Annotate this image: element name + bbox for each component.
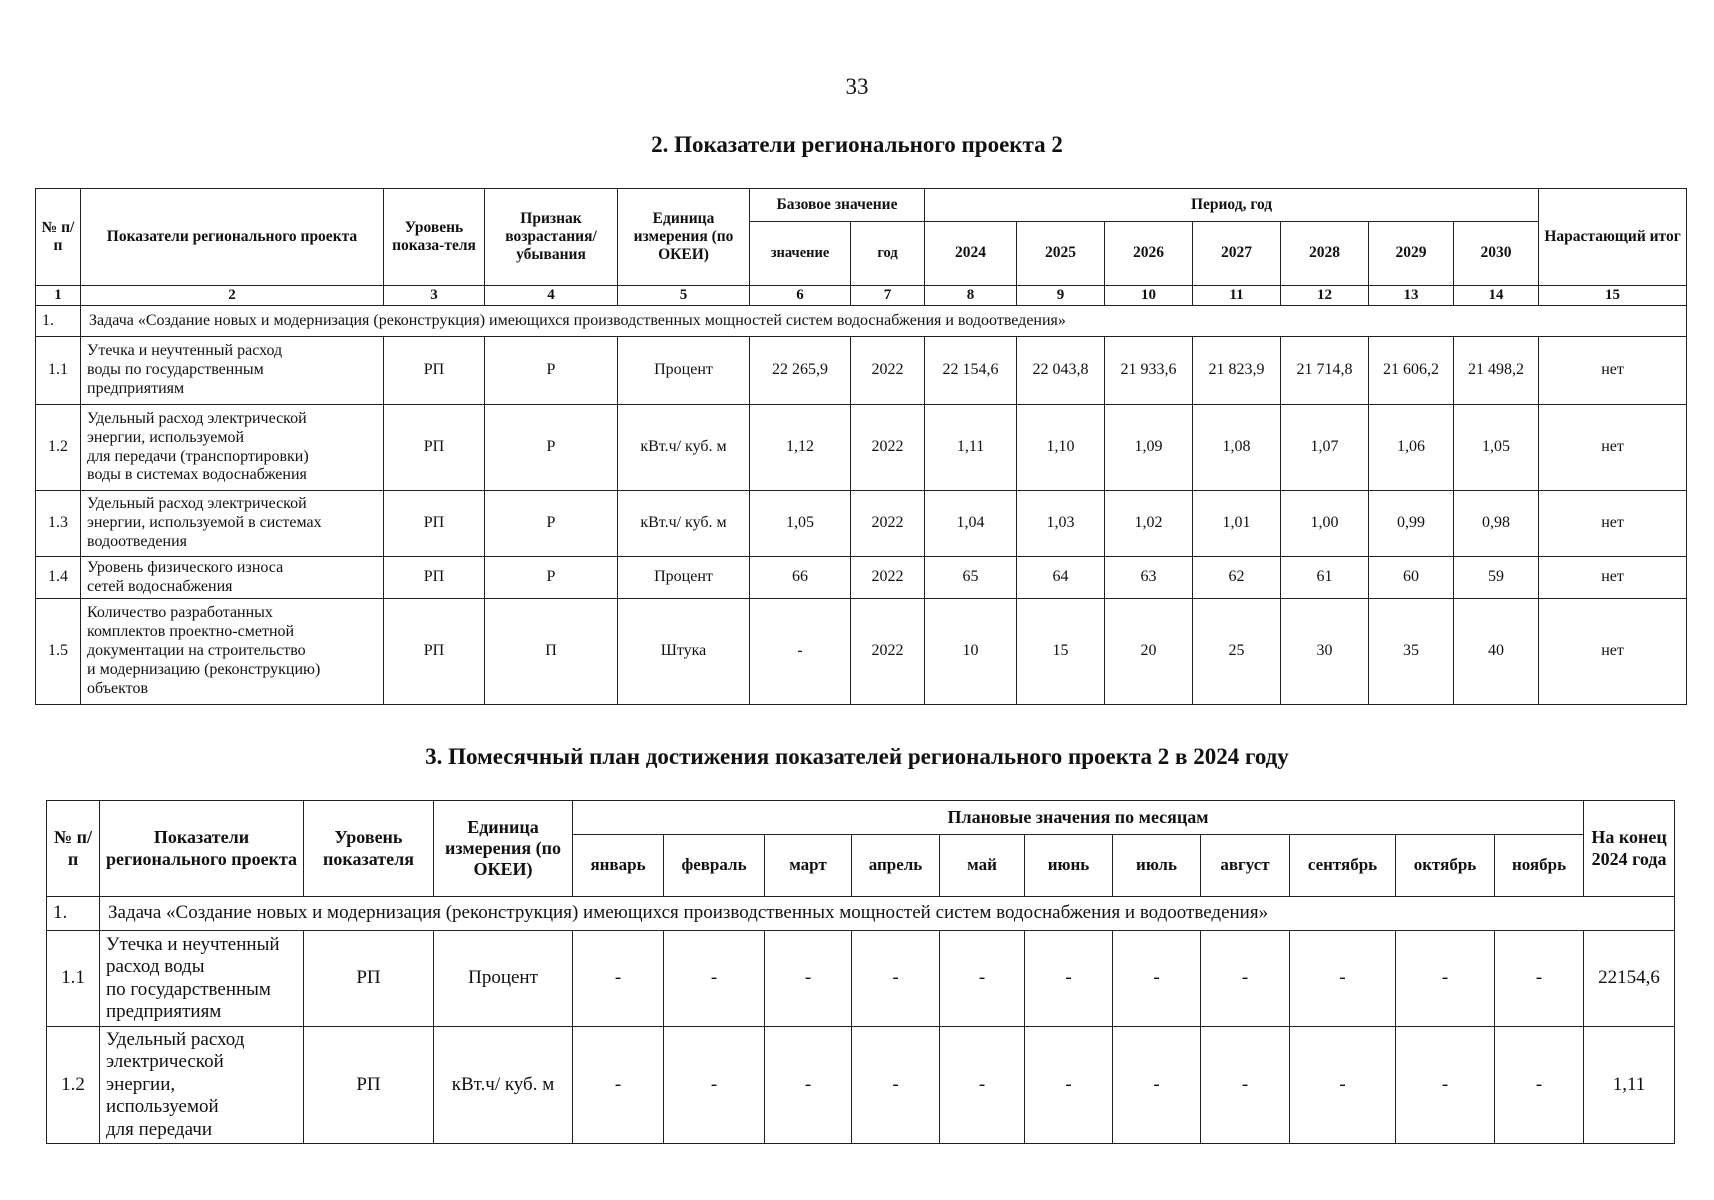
year-value-cell: 1,01 <box>1193 491 1281 557</box>
header-num: № п/п <box>47 801 100 897</box>
end-year-cell: 1,11 <box>1584 1027 1675 1144</box>
year-value-cell: 0,99 <box>1369 491 1454 557</box>
row-number: 1.5 <box>36 599 81 705</box>
indicators-table <box>35 188 1687 705</box>
year-value-cell: 10 <box>925 599 1017 705</box>
year-value-cell: 1,00 <box>1281 491 1369 557</box>
base-year-cell: 2022 <box>851 337 925 405</box>
base-value-cell: 22 265,9 <box>750 337 851 405</box>
task-number: 1. <box>47 897 100 931</box>
header-month: июль <box>1113 835 1201 897</box>
indicator-name: Утечка и неучтенный расход воды по государственным предприятиям <box>81 337 384 405</box>
month-value-cell: - <box>852 1027 940 1144</box>
base-year-cell: 2022 <box>851 491 925 557</box>
header-indicator: Показатели регионального проекта <box>81 189 384 286</box>
table-row <box>36 557 1687 599</box>
sign-cell: Р <box>485 337 618 405</box>
year-value-cell: 1,06 <box>1369 405 1454 491</box>
year-value-cell: 20 <box>1105 599 1193 705</box>
unit-cell: кВт.ч/ куб. м <box>618 405 750 491</box>
header-year: 2025 <box>1017 222 1105 286</box>
sign-cell: Р <box>485 405 618 491</box>
section2-title: 2. Показатели регионального проекта 2 <box>651 132 1063 157</box>
level-cell: РП <box>384 557 485 599</box>
month-value-cell: - <box>1025 1027 1113 1144</box>
header-year: 2027 <box>1193 222 1281 286</box>
header-indicator: Показатели регионального проекта <box>100 801 304 897</box>
month-value-cell: - <box>1201 931 1290 1027</box>
cumulative-cell: нет <box>1539 599 1687 705</box>
year-value-cell: 1,02 <box>1105 491 1193 557</box>
level-cell: РП <box>384 405 485 491</box>
month-value-cell: - <box>573 1027 664 1144</box>
month-value-cell: - <box>1495 1027 1584 1144</box>
table-row <box>47 1027 1675 1144</box>
year-value-cell: 1,05 <box>1454 405 1539 491</box>
column-number: 8 <box>925 286 1017 306</box>
row-number: 1.3 <box>36 491 81 557</box>
table-row <box>36 599 1687 705</box>
base-value-cell: - <box>750 599 851 705</box>
header-month: сентябрь <box>1290 835 1396 897</box>
unit-cell: Процент <box>618 337 750 405</box>
year-value-cell: 61 <box>1281 557 1369 599</box>
header-year: 2026 <box>1105 222 1193 286</box>
unit-cell: кВт.ч/ куб. м <box>618 491 750 557</box>
year-value-cell: 35 <box>1369 599 1454 705</box>
column-number: 11 <box>1193 286 1281 306</box>
column-number: 13 <box>1369 286 1454 306</box>
task-description: Задача «Создание новых и модернизация (реконструкция) имеющихся производственных мощностей систем водоснабжения и водоотведения» <box>81 306 1687 337</box>
year-value-cell: 1,09 <box>1105 405 1193 491</box>
section3-title: 3. Помесячный план достижения показателей регионального проекта 2 в 2024 году <box>425 744 1289 769</box>
month-value-cell: - <box>852 931 940 1027</box>
header-level: Уровень показа-теля <box>384 189 485 286</box>
year-value-cell: 40 <box>1454 599 1539 705</box>
page-number: 33 <box>845 74 869 99</box>
unit-cell: Штука <box>618 599 750 705</box>
month-value-cell: - <box>1396 931 1495 1027</box>
column-number: 10 <box>1105 286 1193 306</box>
header-month: август <box>1201 835 1290 897</box>
table-row <box>36 491 1687 557</box>
header-month: ноябрь <box>1495 835 1584 897</box>
month-value-cell: - <box>1025 931 1113 1027</box>
year-value-cell: 65 <box>925 557 1017 599</box>
column-number: 7 <box>851 286 925 306</box>
base-value-cell: 1,12 <box>750 405 851 491</box>
header-month: февраль <box>664 835 765 897</box>
header-month: март <box>765 835 852 897</box>
year-value-cell: 63 <box>1105 557 1193 599</box>
header-cumulative: Нарастающий итог <box>1539 189 1687 286</box>
year-value-cell: 15 <box>1017 599 1105 705</box>
year-value-cell: 22 154,6 <box>925 337 1017 405</box>
month-value-cell: - <box>765 931 852 1027</box>
year-value-cell: 1,04 <box>925 491 1017 557</box>
indicator-name: Удельный расход электрической энергии, используемой для передачи (транспортировки) воды в системах водоснабжения <box>81 405 384 491</box>
base-year-cell: 2022 <box>851 557 925 599</box>
year-value-cell: 22 043,8 <box>1017 337 1105 405</box>
indicator-name: Удельный расход электрической энергии, используемой для передачи <box>100 1027 304 1144</box>
month-value-cell: - <box>573 931 664 1027</box>
column-number: 1 <box>36 286 81 306</box>
base-value-cell: 1,05 <box>750 491 851 557</box>
header-base-value: значение <box>750 222 851 286</box>
cumulative-cell: нет <box>1539 337 1687 405</box>
base-value-cell: 66 <box>750 557 851 599</box>
year-value-cell: 64 <box>1017 557 1105 599</box>
indicator-name: Уровень физического износа сетей водоснабжения <box>81 557 384 599</box>
column-number: 15 <box>1539 286 1687 306</box>
header-month: июнь <box>1025 835 1113 897</box>
sign-cell: Р <box>485 491 618 557</box>
table-row <box>36 337 1687 405</box>
header-month: апрель <box>852 835 940 897</box>
header-year: 2024 <box>925 222 1017 286</box>
year-value-cell: 59 <box>1454 557 1539 599</box>
unit-cell: кВт.ч/ куб. м <box>434 1027 573 1144</box>
month-value-cell: - <box>1396 1027 1495 1144</box>
header-unit: Единица измерения (по ОКЕИ) <box>618 189 750 286</box>
column-number: 5 <box>618 286 750 306</box>
year-value-cell: 1,10 <box>1017 405 1105 491</box>
year-value-cell: 1,03 <box>1017 491 1105 557</box>
header-month: октябрь <box>1396 835 1495 897</box>
row-number: 1.1 <box>36 337 81 405</box>
task-description: Задача «Создание новых и модернизация (реконструкция) имеющихся производственных мощностей систем водоснабжения и водоотведения» <box>100 897 1675 931</box>
table-row <box>47 931 1675 1027</box>
header-year: 2028 <box>1281 222 1369 286</box>
month-value-cell: - <box>940 1027 1025 1144</box>
month-value-cell: - <box>1113 1027 1201 1144</box>
column-number: 6 <box>750 286 851 306</box>
year-value-cell: 25 <box>1193 599 1281 705</box>
row-number: 1.2 <box>36 405 81 491</box>
year-value-cell: 1,08 <box>1193 405 1281 491</box>
year-value-cell: 21 933,6 <box>1105 337 1193 405</box>
column-number: 3 <box>384 286 485 306</box>
unit-cell: Процент <box>434 931 573 1027</box>
indicator-name: Удельный расход электрической энергии, используемой в системах водоотведения <box>81 491 384 557</box>
cumulative-cell: нет <box>1539 405 1687 491</box>
month-value-cell: - <box>765 1027 852 1144</box>
sign-cell: Р <box>485 557 618 599</box>
month-value-cell: - <box>1495 931 1584 1027</box>
header-year: 2030 <box>1454 222 1539 286</box>
indicator-name: Количество разработанных комплектов проектно-сметной документации на строительство и модернизацию (реконструкцию) объектов <box>81 599 384 705</box>
year-value-cell: 1,07 <box>1281 405 1369 491</box>
column-number: 12 <box>1281 286 1369 306</box>
year-value-cell: 21 823,9 <box>1193 337 1281 405</box>
row-number: 1.2 <box>47 1027 100 1144</box>
header-year: 2029 <box>1369 222 1454 286</box>
header-month: январь <box>573 835 664 897</box>
column-number: 2 <box>81 286 384 306</box>
level-cell: РП <box>384 491 485 557</box>
end-year-cell: 22154,6 <box>1584 931 1675 1027</box>
monthly-plan-table <box>46 800 1675 1144</box>
month-value-cell: - <box>1290 931 1396 1027</box>
month-value-cell: - <box>940 931 1025 1027</box>
month-value-cell: - <box>664 931 765 1027</box>
header-base-year: год <box>851 222 925 286</box>
base-year-cell: 2022 <box>851 599 925 705</box>
header-period: Период, год <box>925 189 1539 222</box>
table-row <box>36 405 1687 491</box>
year-value-cell: 21 498,2 <box>1454 337 1539 405</box>
indicator-name: Утечка и неучтенный расход воды по государственным предприятиям <box>100 931 304 1027</box>
sign-cell: П <box>485 599 618 705</box>
year-value-cell: 60 <box>1369 557 1454 599</box>
cumulative-cell: нет <box>1539 557 1687 599</box>
row-number: 1.1 <box>47 931 100 1027</box>
header-level: Уровень показателя <box>304 801 434 897</box>
header-num: № п/п <box>36 189 81 286</box>
header-sign: Признак возрастания/ убывания <box>485 189 618 286</box>
year-value-cell: 0,98 <box>1454 491 1539 557</box>
month-value-cell: - <box>1113 931 1201 1027</box>
level-cell: РП <box>384 599 485 705</box>
month-value-cell: - <box>664 1027 765 1144</box>
header-plan: Плановые значения по месяцам <box>573 801 1584 835</box>
year-value-cell: 21 606,2 <box>1369 337 1454 405</box>
column-number: 4 <box>485 286 618 306</box>
header-base: Базовое значение <box>750 189 925 222</box>
header-month: май <box>940 835 1025 897</box>
month-value-cell: - <box>1201 1027 1290 1144</box>
year-value-cell: 62 <box>1193 557 1281 599</box>
unit-cell: Процент <box>618 557 750 599</box>
header-unit: Единица измерения (по ОКЕИ) <box>434 801 573 897</box>
year-value-cell: 1,11 <box>925 405 1017 491</box>
year-value-cell: 21 714,8 <box>1281 337 1369 405</box>
level-cell: РП <box>304 1027 434 1144</box>
column-number: 9 <box>1017 286 1105 306</box>
task-number: 1. <box>36 306 81 337</box>
header-end-year: На конец 2024 года <box>1584 801 1675 897</box>
column-number: 14 <box>1454 286 1539 306</box>
year-value-cell: 30 <box>1281 599 1369 705</box>
level-cell: РП <box>384 337 485 405</box>
base-year-cell: 2022 <box>851 405 925 491</box>
cumulative-cell: нет <box>1539 491 1687 557</box>
level-cell: РП <box>304 931 434 1027</box>
month-value-cell: - <box>1290 1027 1396 1144</box>
row-number: 1.4 <box>36 557 81 599</box>
